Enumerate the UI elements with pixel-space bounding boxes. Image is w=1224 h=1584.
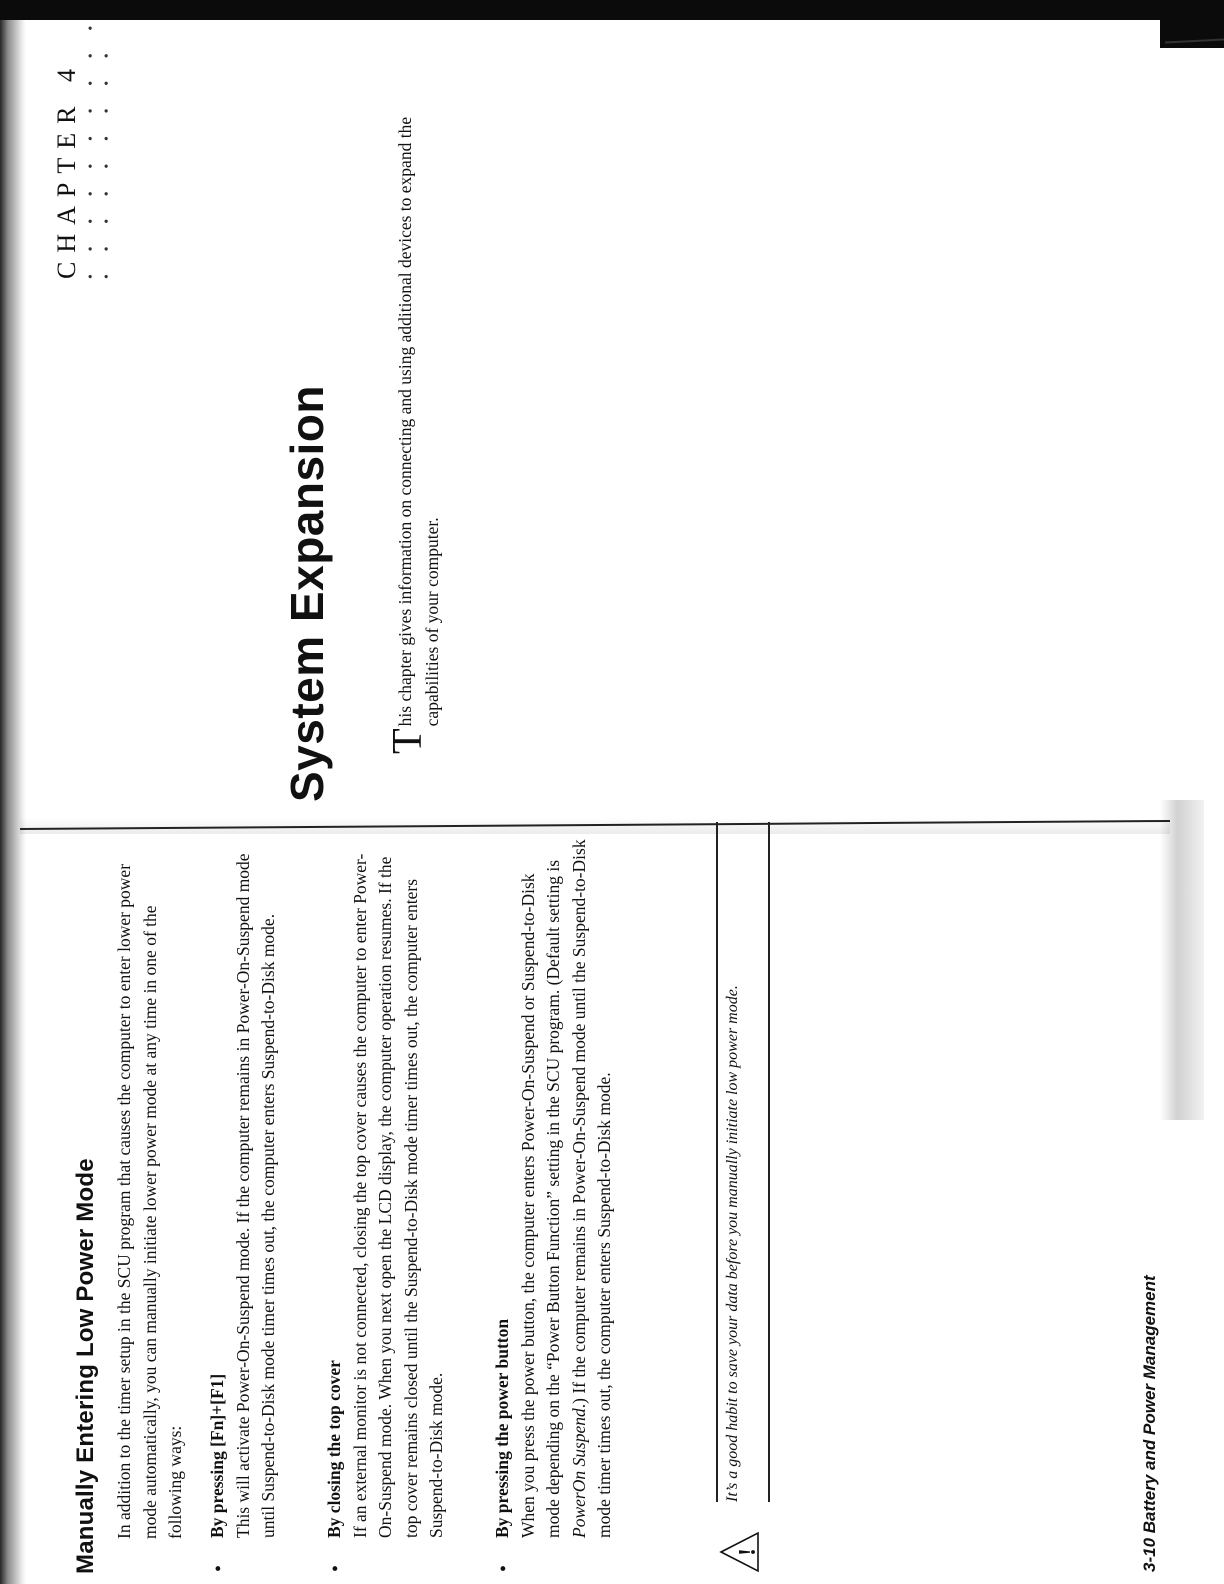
bullet-item (322, 838, 450, 1538)
chapter-dots: • • • • • • • • • • • • • • • • • • • (84, 16, 115, 279)
intro-text: his chapter gives information on connecting and using additional devices to expand the capabilities of your computer. (395, 116, 442, 727)
chapter-intro (385, 114, 446, 754)
bullet-item (490, 838, 618, 1538)
bullet-marker: • (325, 1564, 347, 1572)
bullet-text-part: .) If the computer remains in Power-On-Suspend mode until the Suspend-to-Disk mode timer times out, the computer enters Suspend-to-Disk mode. (568, 839, 614, 1538)
bullet-text: This will activate Power-On-Suspend mode. If the computer remains in Power-On-Suspend mode until Suspend-to-Disk mode timer times out, the computer enters Suspend-to-Disk mode. (232, 853, 278, 1538)
section-heading: Manually Entering Low Power Mode (72, 1158, 99, 1574)
drop-cap: T (385, 728, 431, 754)
warning-triangle-icon (718, 1530, 762, 1574)
bullet-text (516, 838, 618, 1538)
page-title: System Expansion (281, 384, 333, 802)
bullet-title: By closing the top cover (324, 1360, 344, 1538)
page-footer: 3-10 Battery and Power Management (1140, 1275, 1159, 1572)
bullet-text: If an external monitor is not connected, closing the top cover causes the computer to enter Power-On-Suspend mode. When you next open the LCD display, the computer operation resumes. If the top cover remains closed until the Suspend-to-Disk mode timer times out, the computer enters Suspend-to-Disk mode. (349, 853, 446, 1538)
warning-glyph: ! (735, 1548, 761, 1556)
note-bottom-rule (768, 822, 770, 1502)
chapter-label: CHAPTER 4 (52, 60, 81, 279)
bullet-marker: • (493, 1564, 515, 1572)
bullet-title: By pressing [Fn]+[F1] (207, 1373, 227, 1538)
bullet-text-part: When you press the power button, the computer enters Power-On-Suspend or Suspend-to-Disk mode depending on the “Power Button Function” setting in the SCU program. (Default setting is (517, 859, 563, 1538)
bullet-marker: • (208, 1564, 230, 1572)
note-text: It’s a good habit to save your data before you manually initiate low power mode. (724, 985, 741, 1502)
bullet-item (205, 838, 282, 1538)
bullet-title: By pressing the power button (492, 1318, 512, 1538)
bullet-text-italic: PowerOn Suspend (568, 1408, 589, 1538)
note-top-rule (716, 822, 718, 1502)
intro-paragraph: In addition to the timer setup in the SCU program that causes the computer to enter lower power mode automatically, you can manually initiate lower power mode at any time in one of the following ways: (114, 863, 185, 1539)
